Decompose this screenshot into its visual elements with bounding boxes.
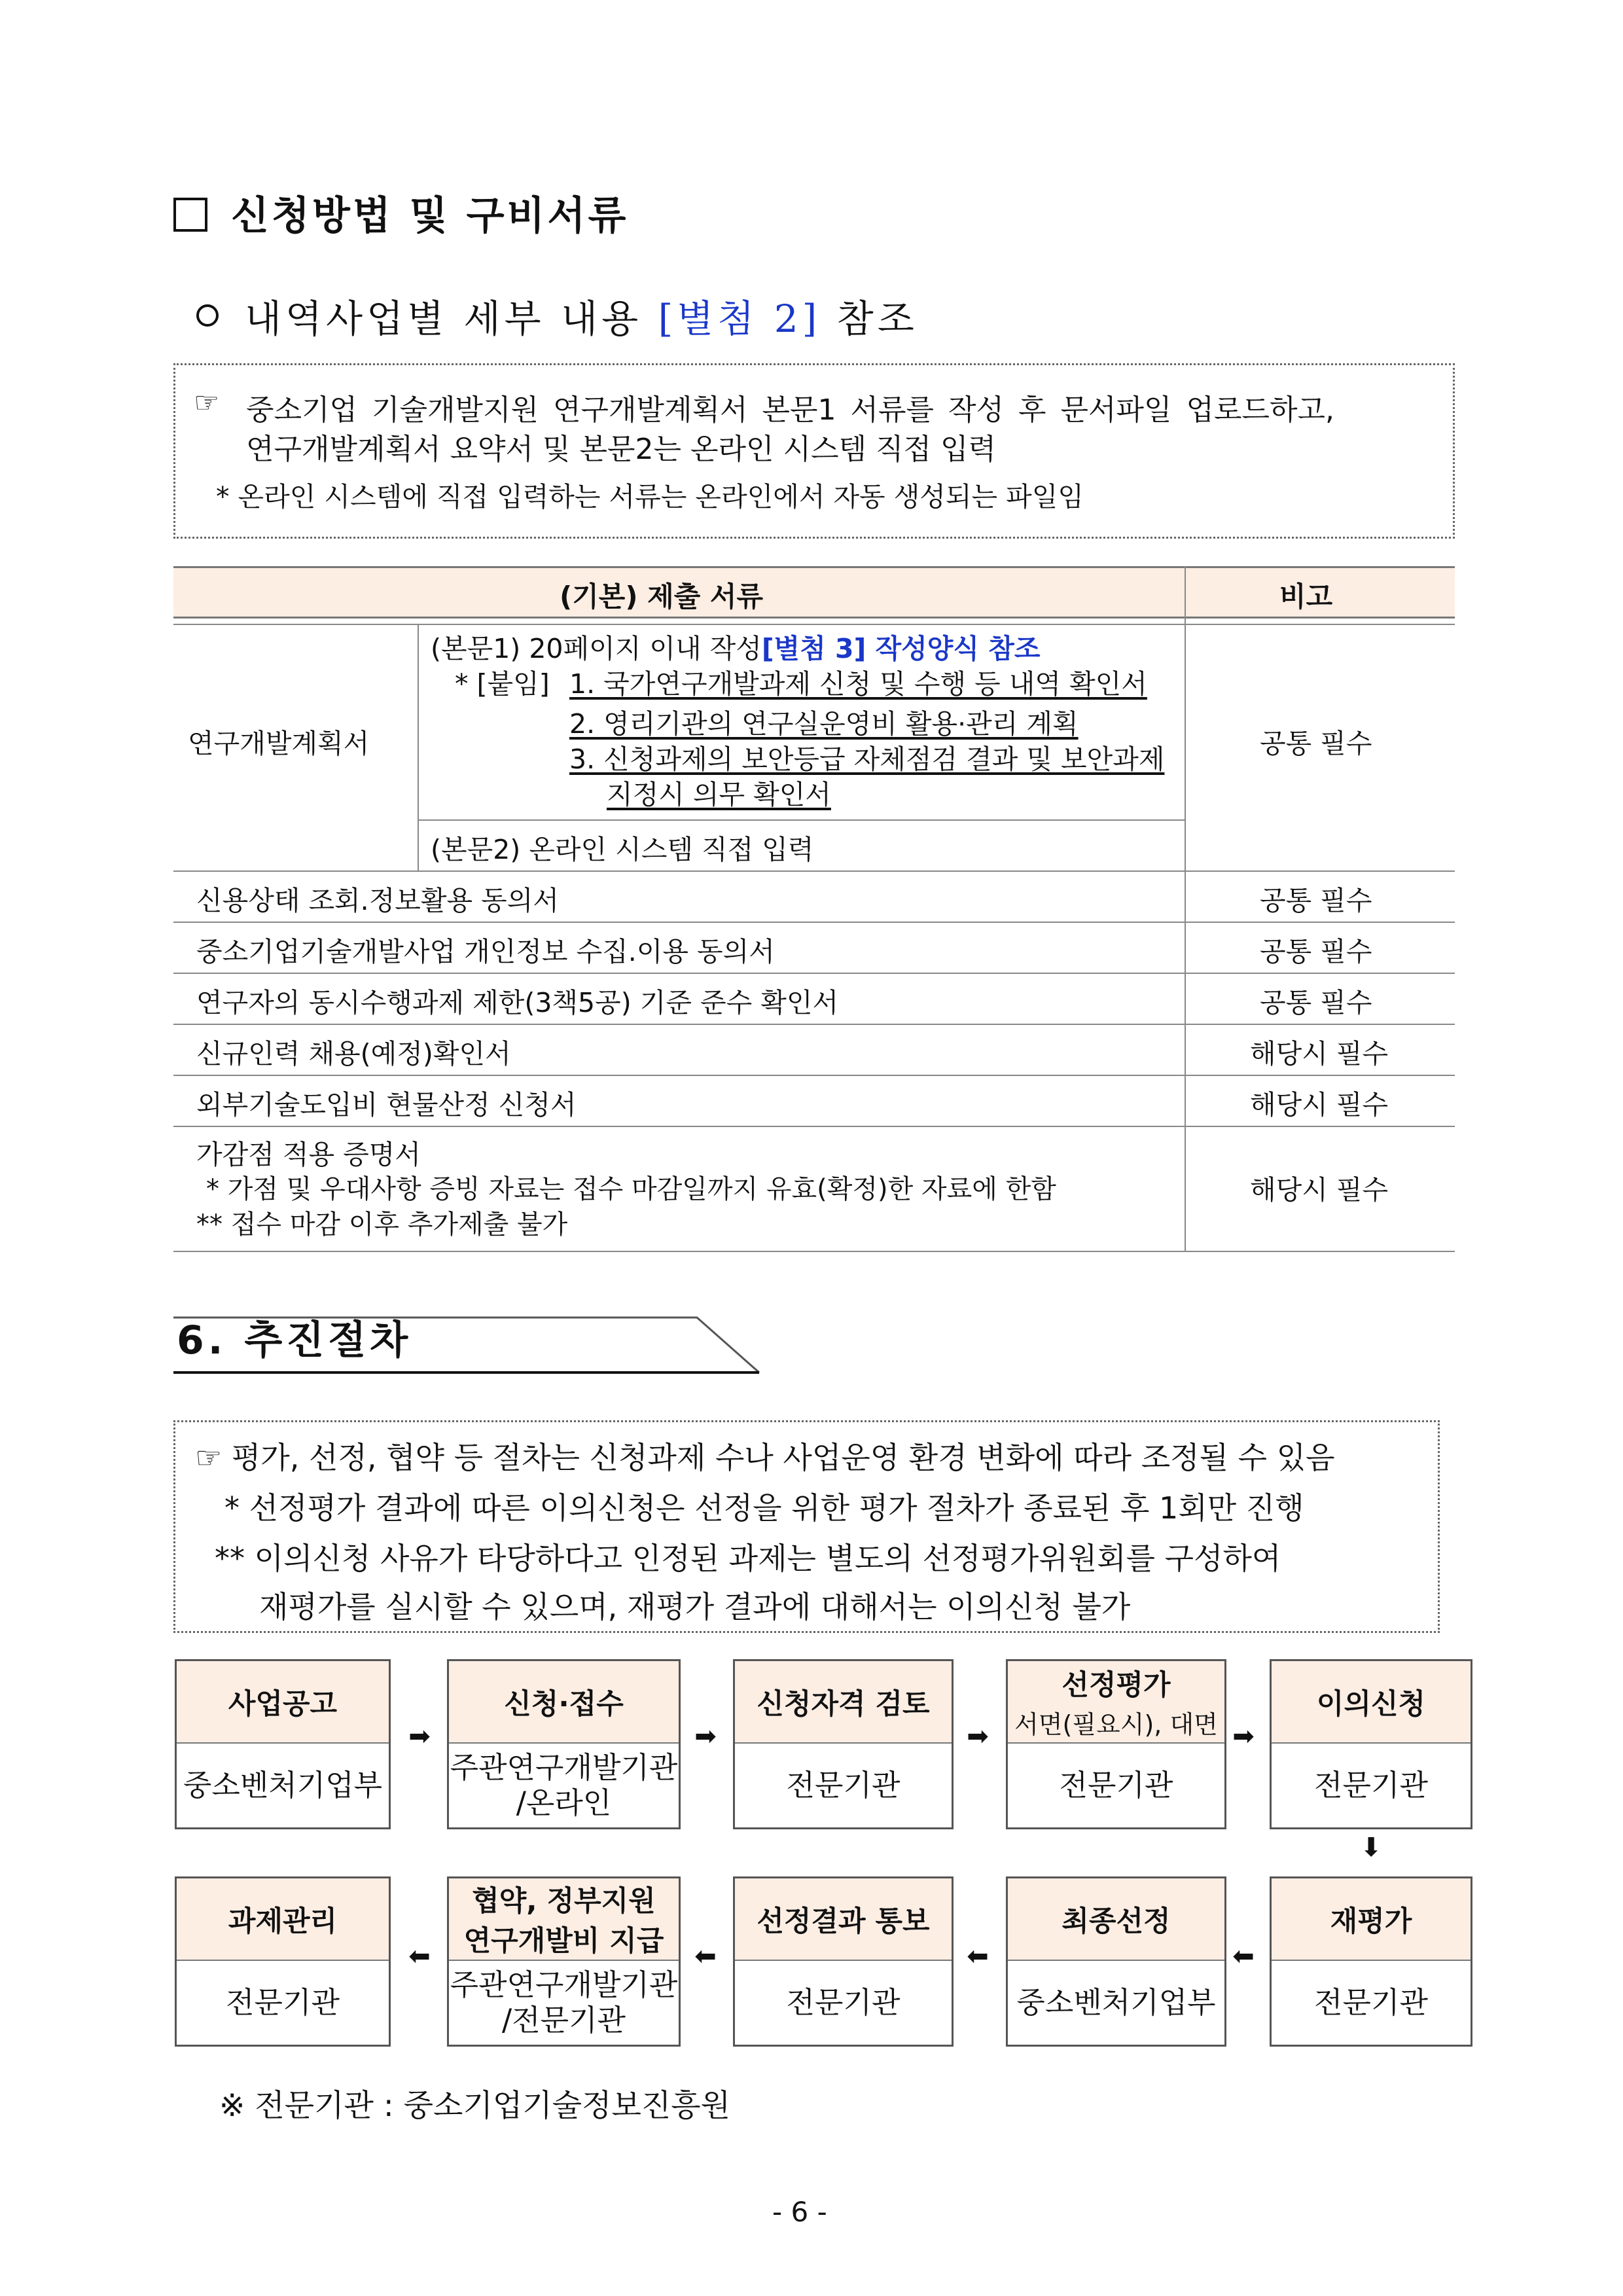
notice2-line2: * 선정평가 결과에 따른 이의신청은 선정을 위한 평가 절차가 종료된 후 1회만 진행 (224, 1490, 1304, 1526)
notice1-symbol: ☞ (194, 386, 220, 420)
flow-step-eligibility-review: 신청자격 검토 전문기관 (733, 1659, 954, 1829)
plan-attach1: 1. 국가연구개발과제 신청 및 수행 등 내역 확인서 (569, 668, 1147, 700)
plan-main1: (본문1) 20페이지 이내 작성[별첨 3] 작성양식 참조 (431, 633, 1041, 664)
sub-heading (196, 288, 918, 343)
flow-step-result-notice: 선정결과 통보 전문기관 (733, 1876, 954, 2047)
page-number: - 6 - (772, 2196, 827, 2228)
arrow-left-icon: ⬅ (1232, 1941, 1255, 1971)
notice-box-2 (173, 1420, 1440, 1633)
table-row-5-doc: 외부기술도입비 현물산정 신청서 (196, 1089, 577, 1121)
arrow-right-icon: ➡ (1232, 1721, 1255, 1751)
flow-step-project-management: 과제관리 전문기관 (175, 1876, 391, 2047)
table-row-3-doc: 연구자의 동시수행과제 제한(3책5공) 기준 준수 확인서 (196, 987, 839, 1018)
plan-attach2: 2. 영리기관의 연구실운영비 활용·관리 계획 (569, 708, 1079, 740)
section-heading-text: 신청방법 및 구비서류 (231, 193, 629, 239)
table-row-1-note: 공통 필수 (1260, 885, 1372, 916)
document-table (173, 566, 1455, 1252)
arrow-down-icon: ⬇ (1360, 1833, 1382, 1863)
plan-attach3b: 지정시 의무 확인서 (607, 779, 831, 810)
plan-attach3a: 3. 신청과제의 보안등급 자체점검 결과 및 보안과제 (569, 744, 1165, 775)
circle-bullet-icon (196, 304, 219, 327)
arrow-right-icon: ➡ (694, 1721, 717, 1751)
arrow-left-icon: ⬅ (694, 1941, 717, 1971)
table-header (173, 566, 1455, 619)
checkbox-square-icon (173, 198, 207, 232)
flow-step-final-selection: 최종선정 중소벤처기업부 (1006, 1876, 1226, 2047)
plan-note: 공통 필수 (1260, 728, 1372, 759)
notice-box-1 (173, 363, 1455, 539)
table-row-3-note: 공통 필수 (1260, 987, 1372, 1018)
section-heading (173, 185, 628, 241)
bonus-line3: ** 접수 마감 이후 추가제출 불가 (196, 1210, 568, 1240)
flow-step-selection-evaluation: 선정평가 서면(필요시), 대면 전문기관 (1006, 1659, 1226, 1829)
flow-step-application: 신청·접수 주관연구개발기관 /온라인 (447, 1659, 681, 1829)
flow-step-agreement-funding: 협약, 정부지원 연구개발비 지급 주관연구개발기관 /전문기관 (447, 1876, 681, 2047)
sub-heading-reference: [별첨 2] (658, 296, 821, 341)
arrow-left-icon: ⬅ (967, 1941, 989, 1971)
table-row-5-note: 해당시 필수 (1250, 1089, 1389, 1121)
flow-step-announcement: 사업공고 중소벤처기업부 (175, 1659, 391, 1829)
plan-label: 연구개발계획서 (188, 728, 370, 759)
plan-main2: (본문2) 온라인 시스템 직접 입력 (431, 834, 814, 865)
table-row-2-note: 공통 필수 (1260, 936, 1372, 967)
notice1-line2: 연구개발계획서 요약서 및 본문2는 온라인 시스템 직접 입력 (246, 433, 996, 466)
notice2-line4: 재평가를 실시할 수 있으며, 재평가 결과에 대해서는 이의신청 불가 (259, 1589, 1131, 1624)
table-row-4-note: 해당시 필수 (1250, 1038, 1389, 1069)
arrow-right-icon: ➡ (967, 1721, 989, 1751)
arrow-left-icon: ⬅ (408, 1941, 431, 1971)
table-row-4-doc: 신규인력 채용(예정)확인서 (196, 1038, 511, 1069)
table-row-2-doc: 중소기업기술개발사업 개인정보 수집.이용 동의서 (196, 936, 775, 967)
plan-attach-prefix: * [붙임] (455, 668, 550, 700)
sub-heading-tail: 참조 (836, 296, 918, 341)
footnote: ※ 전문기관 : 중소기업기술정보진흥원 (219, 2088, 731, 2124)
notice1-line1: 중소기업 기술개발지원 연구개발계획서 본문1 서류를 작성 후 문서파일 업로드하고, (246, 393, 1335, 427)
notice1-line3: * 온라인 시스템에 직접 입력하는 서류는 온라인에서 자동 생성되는 파일임 (216, 481, 1084, 512)
bonus-line2: * 가점 및 우대사항 증빙 자료는 접수 마감일까지 유효(확정)한 자료에 한함 (206, 1174, 1056, 1204)
sub-heading-text: 내역사업별 세부 내용 (245, 296, 643, 341)
flow-step-re-evaluation: 재평가 전문기관 (1270, 1876, 1472, 2047)
flow-step-objection: 이의신청 전문기관 (1270, 1659, 1472, 1829)
header-docs: (기본) 제출 서류 (560, 581, 764, 613)
header-note: 비고 (1279, 581, 1333, 613)
bonus-line1: 가감점 적용 증명서 (196, 1139, 421, 1170)
table-row-1-doc: 신용상태 조회.정보활용 동의서 (196, 885, 559, 916)
section6-title: 6. 추진절차 (177, 1318, 412, 1363)
arrow-right-icon: ➡ (408, 1721, 431, 1751)
bonus-note: 해당시 필수 (1250, 1174, 1389, 1206)
notice2-line1: ☞ 평가, 선정, 협약 등 절차는 신청과제 수나 사업운영 환경 변화에 따라 조정될 수 있음 (195, 1440, 1335, 1475)
notice2-line3: ** 이의신청 사유가 타당하다고 인정된 과제는 별도의 선정평가위원회를 구성하여 (215, 1541, 1281, 1576)
